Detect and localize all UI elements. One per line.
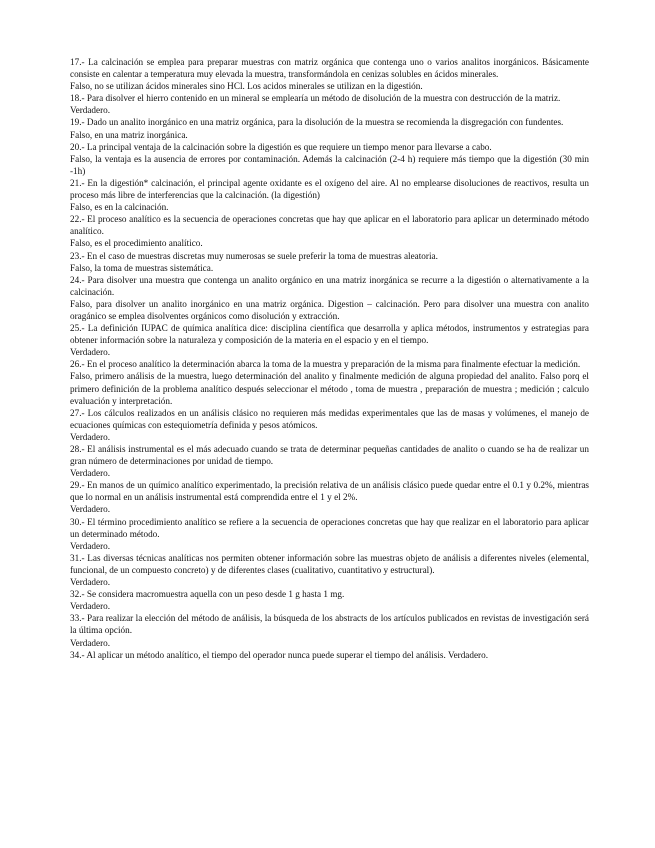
question-text: 31.- Las diversas técnicas analíticas nos permiten obtener información sobre las muestras objeto de análisis a diferentes niveles (elemental, funcional, de un compuesto concreto) y de diferentes clases (cualitativo, cuantitativo y estructural). — [70, 552, 589, 575]
question-17 — [70, 56, 589, 92]
answer-text: Falso, es el procedimiento analítico. — [70, 238, 203, 249]
question-26 — [70, 358, 589, 406]
question-text: 30.- El término procedimiento analítico se refiere a la secuencia de operaciones concretas que hay que realizar en el laboratorio para aplicar un determinado método. — [70, 516, 589, 539]
question-text: 17.- La calcinación se emplea para preparar muestras con matriz orgánica que contenga uno o varios analitos inorgánicos. Básicamente consiste en calentar a temperatura muy elevada la muestra, transformándola en cenizas solubles en ácidos minerales. — [70, 57, 589, 80]
answer-text: Verdadero. — [70, 504, 111, 515]
question-text: 21.- En la digestión* calcinación, el principal agente oxidante es el oxígeno del aire. Al no emplearse disoluciones de reactivos, resulta un proceso más libre de interferencias que la calcinación. (la digestión) — [70, 177, 589, 201]
answer-text: Verdadero. — [70, 577, 111, 588]
question-31 — [70, 552, 589, 588]
answer-text: Falso, la toma de muestras sistemática. — [70, 262, 214, 273]
question-18 — [70, 92, 589, 116]
question-text: 29.- En manos de un químico analítico experimentado, la precisión relativa de un análisis clásico puede quedar entre el 0.1 y 0.2%, mientras que lo normal en un análisis instrumental está comprendida entre el 1 y el 2%. — [70, 480, 589, 503]
answer-text: Verdadero. — [447, 649, 488, 660]
answer-text: Verdadero. — [70, 637, 111, 648]
answer-text: Verdadero. — [70, 468, 111, 479]
question-text: 26.- En el proceso analítico la determinación abarca la toma de la muestra y preparación de la misma para finalmente efectuar la medición. — [70, 359, 581, 370]
question-text: 19.- Dado un analito inorgánico en una matriz orgánica, para la disolución de la muestra se recomienda la disgregación con fundentes. — [70, 117, 564, 128]
question-32 — [70, 588, 589, 612]
question-text: 32.- Se considera macromuestra aquella con un peso desde 1 g hasta 1 mg. — [70, 589, 345, 600]
question-text: 34.- Al aplicar un método analítico, el tiempo del operador nunca puede superar el tiempo del análisis. — [70, 649, 446, 660]
question-text: 23.- En el caso de muestras discretas muy numerosas se suele preferir la toma de muestras aleatoria. — [70, 250, 438, 261]
answer-text: Falso, para disolver un analito inorgánico en una matriz orgánica. Digestion – calcinación. Pero para disolver una muestra con analito oragánico se emplea disolventes orgánicos como disolución y extracción. — [70, 298, 589, 321]
question-19 — [70, 116, 589, 140]
answer-text: Falso, no se utilizan ácidos minerales sino HCl. Los acidos minerales se utilizan en la digestión. — [70, 81, 423, 92]
question-text: 20.- La principal ventaja de la calcinación sobre la digestión es que requiere un tiempo menor para llevarse a cabo. — [70, 141, 492, 152]
question-text: 33.- Para realizar la elección del método de análisis, la búsqueda de los abstracts de los artículos publicados en revistas de investigación será la última opción. — [70, 613, 589, 636]
question-20 — [70, 141, 589, 177]
question-21 — [70, 177, 589, 213]
question-text: 25.- La definición IUPAC de química analítica dice: disciplina científica que desarrolla y aplica métodos, instrumentos y estrategias para obtener información sobre la naturaleza y composición de la materia en el espacio y en el tiempo. — [70, 323, 589, 346]
answer-text: Falso, es en la calcinación. — [70, 202, 169, 213]
answer-text: Falso, primero análisis de la muestra, luego determinación del analito y finalmente medición de alguna propiedad del analito. Falso porq el primero definición de la problema analítico después seleccionar el método , toma de muestra , preparación de muestra ; medición ; calculo evaluación y interpretación. — [70, 371, 589, 406]
question-33 — [70, 612, 589, 648]
answer-text: Verdadero. — [70, 540, 111, 551]
question-29 — [70, 479, 589, 515]
question-27 — [70, 407, 589, 443]
question-28 — [70, 443, 589, 479]
question-text: 27.- Los cálculos realizados en un análisis clásico no requieren más medidas experimentales que las de masas y volúmenes, el manejo de ecuaciones químicas con estequiometría definida y pesos atómicos. — [70, 407, 589, 430]
question-23 — [70, 250, 589, 274]
question-text: 18.- Para disolver el hierro contenido en un mineral se emplearía un método de disolución de la muestra con destrucción de la matriz. — [70, 93, 561, 104]
question-text: 28.- El análisis instrumental es el más adecuado cuando se trata de determinar pequeñas cantidades de analito o cuando se ha de realizar un gran número de determinaciones por unidad de tiempo. — [70, 444, 589, 467]
question-24 — [70, 274, 589, 322]
answer-text: Verdadero. — [70, 105, 111, 116]
question-22 — [70, 213, 589, 249]
answer-text: Verdadero. — [70, 601, 111, 612]
question-30 — [70, 516, 589, 552]
question-34 — [70, 649, 589, 661]
question-25 — [70, 322, 589, 358]
answer-text: Verdadero. — [70, 431, 111, 442]
question-text: 22.- El proceso analítico es la secuencia de operaciones concretas que hay que aplicar en el laboratorio para aplicar un determinado método analítico. — [70, 214, 589, 237]
question-text: 24.- Para disolver una muestra que contenga un analito orgánico en una matriz inorgánica se recurre a la digestión o alternativamente a la calcinación. — [70, 274, 589, 297]
document-page — [70, 56, 589, 661]
answer-text: Verdadero. — [70, 347, 111, 358]
answer-text: Falso, en una matriz inorgánica. — [70, 129, 188, 140]
answer-text: Falso, la ventaja es la ausencia de errores por contaminación. Además la calcinación (2-4 h) requiere más tiempo que la digestión (30 min -1h) — [70, 153, 589, 176]
